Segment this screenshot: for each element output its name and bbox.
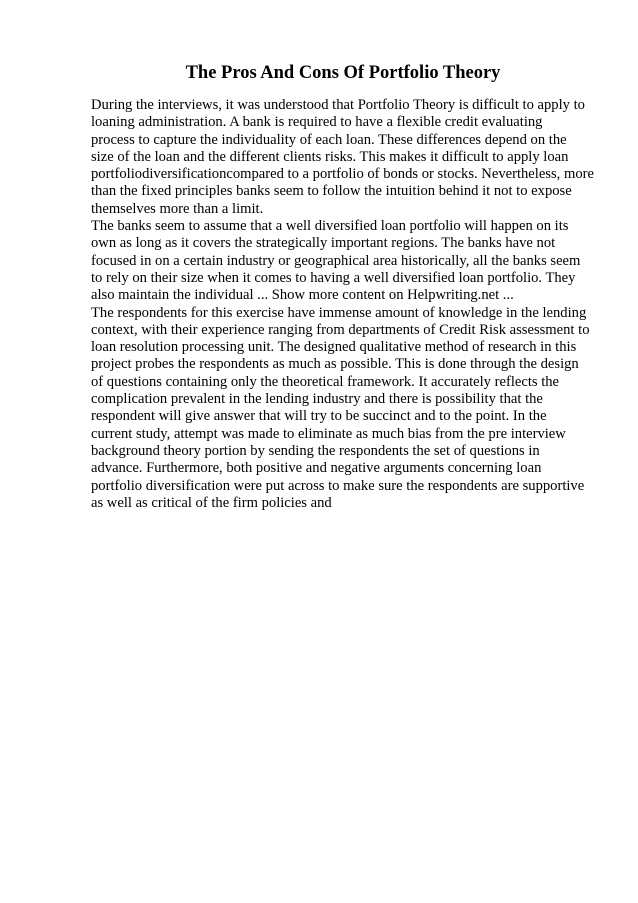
body-line: background theory portion by sending the respondents the set of questions in: [91, 442, 540, 459]
body-line: focused in on a certain industry or geographical area historically, all the banks seem: [91, 252, 581, 269]
body-line: portfolio diversification were put across to make sure the respondents are supportive: [91, 477, 585, 494]
body-line: to rely on their size when it comes to having a well diversified loan portfolio. They: [91, 269, 576, 286]
body-line: than the fixed principles banks seem to follow the intuition behind it not to expose: [91, 183, 572, 200]
body-line: current study, attempt was made to eliminate as much bias from the pre interview: [91, 425, 566, 442]
body-line: loaning administration. A bank is required to have a flexible credit evaluating: [91, 114, 543, 131]
body-line: project probes the respondents as much as possible. This is done through the design: [91, 356, 579, 373]
body-line: size of the loan and the different clients risks. This makes it difficult to apply loan: [91, 148, 569, 165]
body-line: loan resolution processing unit. The designed qualitative method of research in this: [91, 339, 577, 356]
body-line: of questions containing only the theoretical framework. It accurately reflects the: [91, 373, 560, 390]
body-line: also maintain the individual ... Show more content on Helpwriting.net ...: [91, 287, 514, 304]
body-line: as well as critical of the firm policies and: [91, 494, 332, 511]
document-title: The Pros And Cons Of Portfolio Theory: [185, 63, 501, 83]
body-line: complication prevalent in the lending industry and there is possibility that the: [91, 391, 543, 408]
document-body: [91, 97, 594, 512]
body-line: context, with their experience ranging from departments of Credit Risk assessment to: [91, 321, 590, 338]
body-line: own as long as it covers the strategically important regions. The banks have not: [91, 235, 556, 252]
body-line: The banks seem to assume that a well diversified loan portfolio will happen on its: [91, 218, 569, 235]
body-line: portfoliodiversificationcompared to a portfolio of bonds or stocks. Nevertheless, more: [91, 166, 594, 183]
body-line: process to capture the individuality of each loan. These differences depend on the: [91, 131, 567, 148]
body-line: respondent will give answer that will try to be succinct and to the point. In the: [91, 408, 547, 425]
body-line: advance. Furthermore, both positive and negative arguments concerning loan: [91, 460, 542, 477]
body-line: themselves more than a limit.: [91, 200, 264, 217]
body-line: During the interviews, it was understood that Portfolio Theory is difficult to apply to: [91, 97, 585, 113]
body-line: The respondents for this exercise have immense amount of knowledge in the lending: [91, 304, 587, 321]
